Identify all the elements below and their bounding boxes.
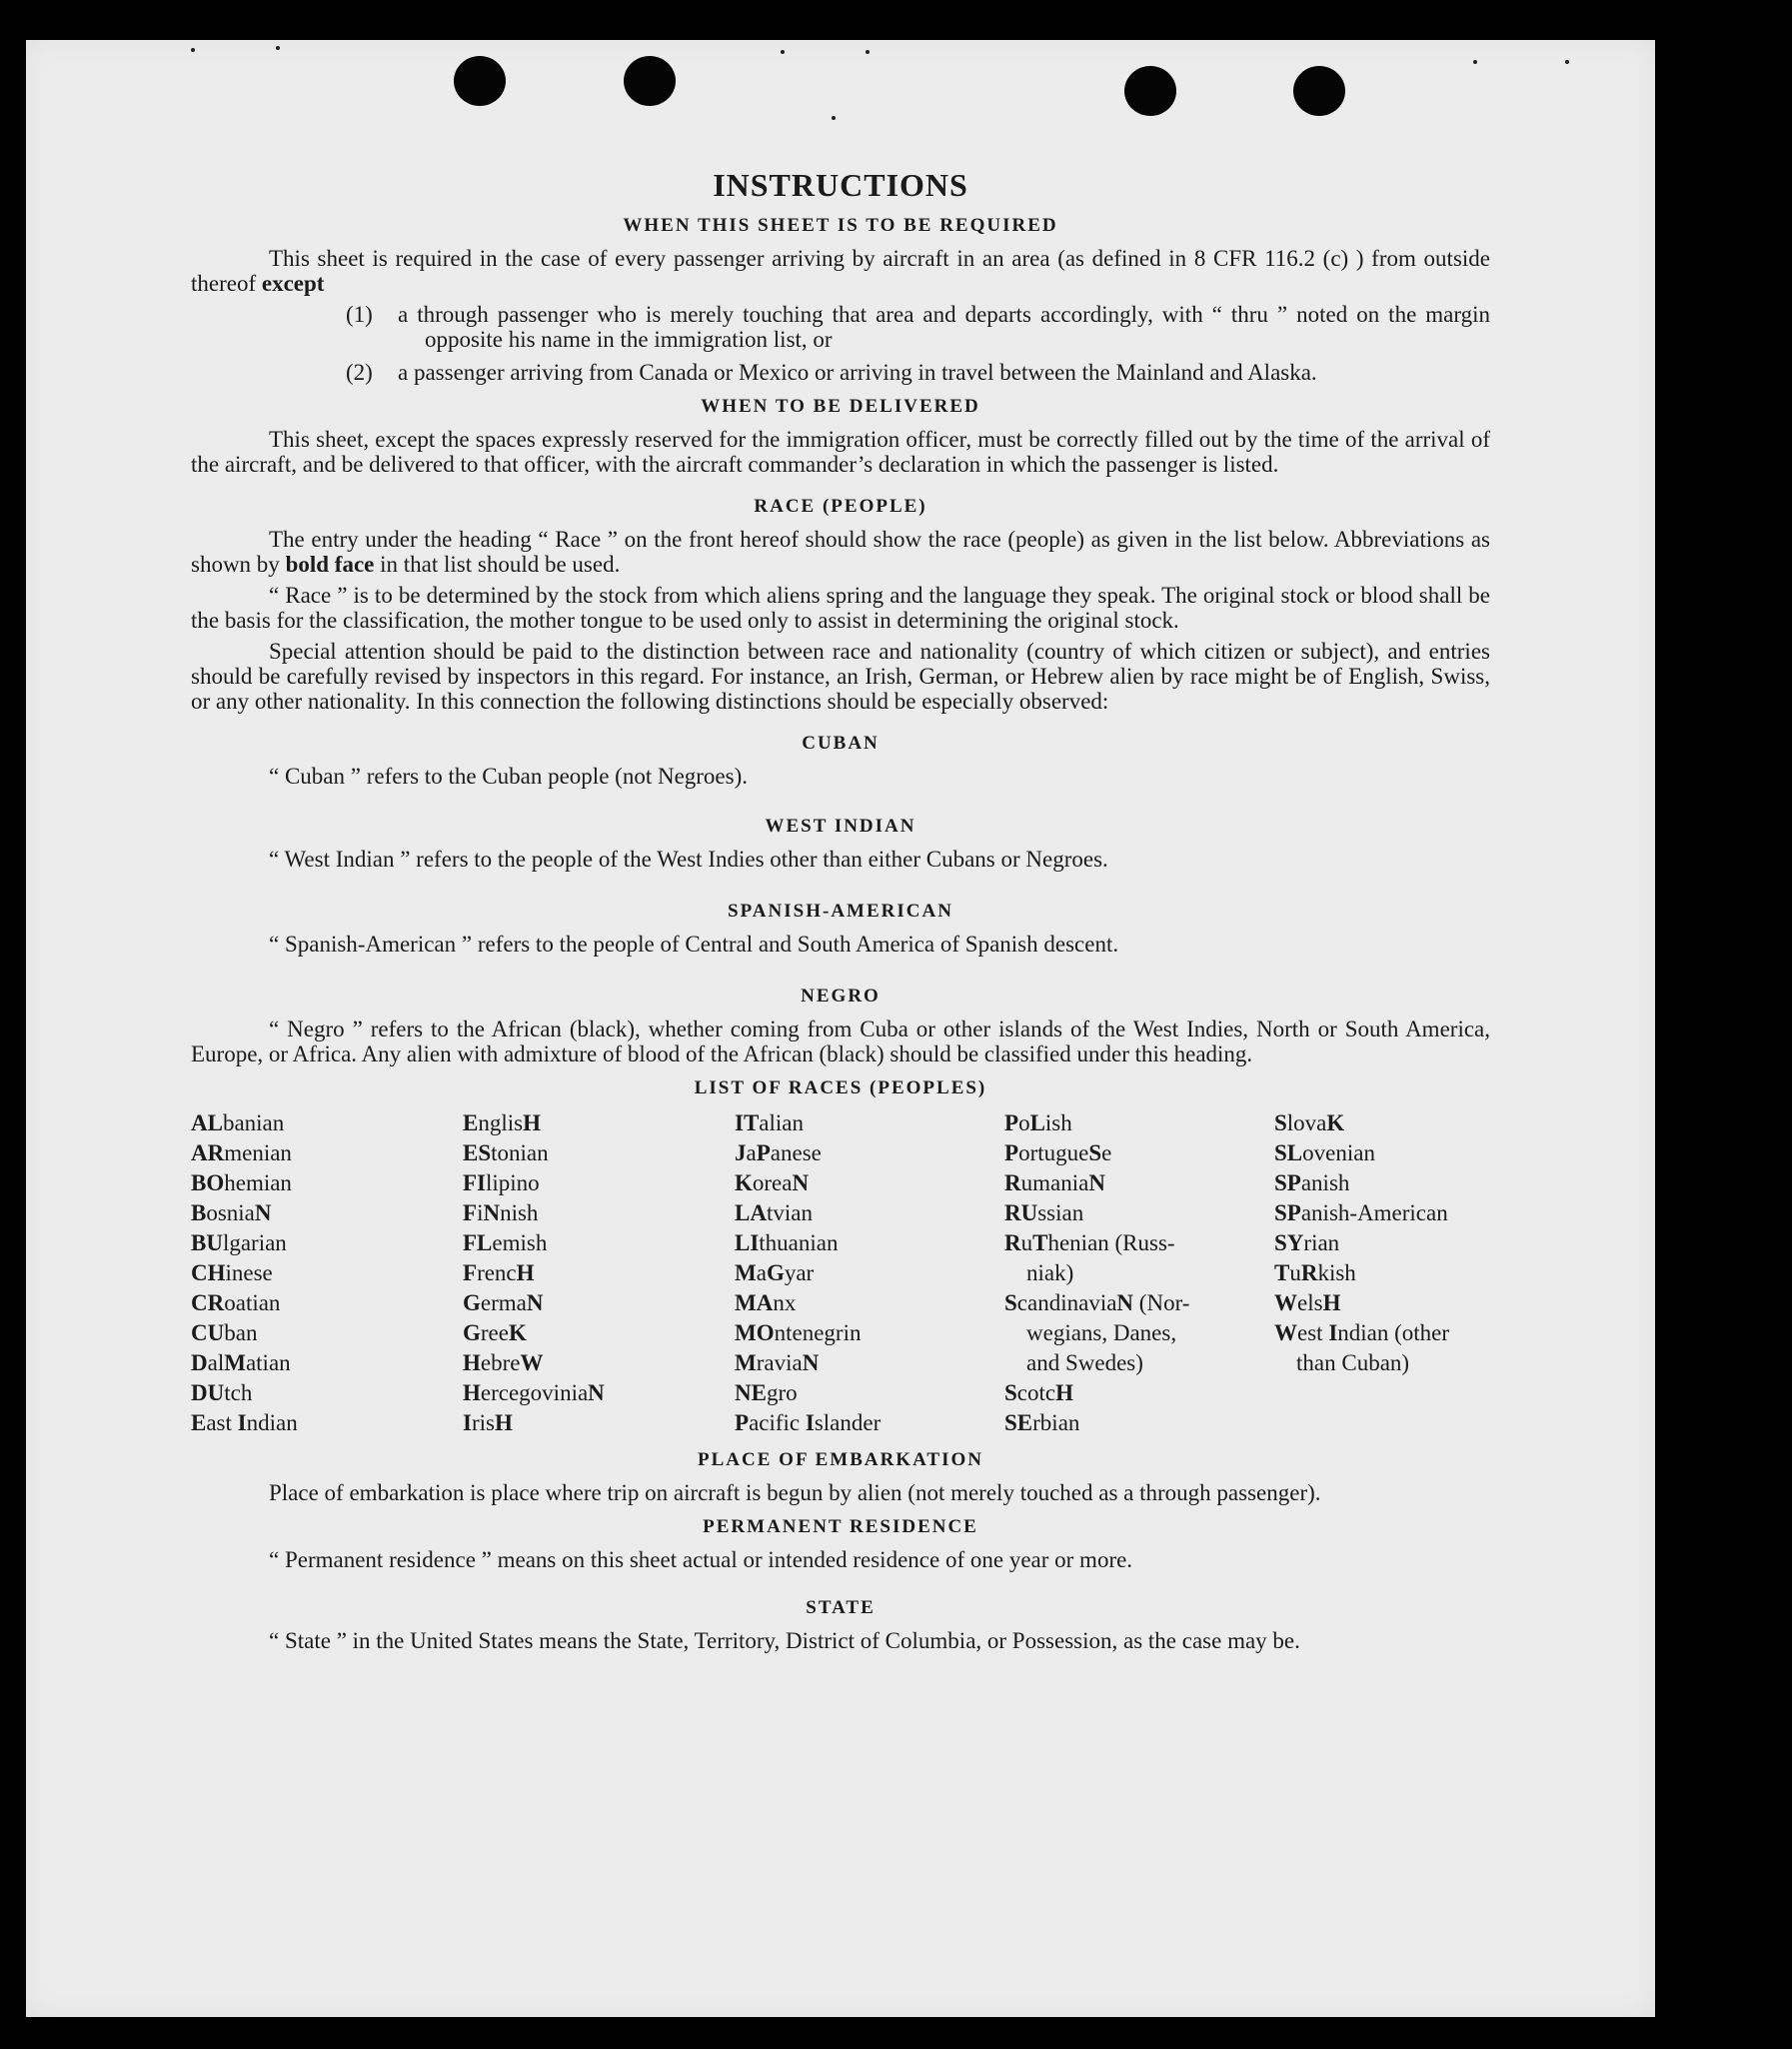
race-entry [735, 1228, 1004, 1258]
race-text: els [1297, 1290, 1323, 1315]
race-text: a [756, 1260, 767, 1285]
heading-spanish-american: SPANISH-AMERICAN [728, 901, 953, 922]
race-text: ebre [480, 1350, 521, 1375]
race-abbrev: SP [1274, 1170, 1301, 1195]
race-abbrev: L [1029, 1110, 1045, 1135]
race-entry [1274, 1288, 1490, 1318]
race-abbrev: I [463, 1410, 472, 1435]
race-text: est [1297, 1320, 1329, 1345]
race-abbrev: J [735, 1140, 747, 1165]
race-abbrev: SP [1274, 1200, 1301, 1225]
document-page [26, 40, 1655, 2017]
race-abbrev: T [1032, 1230, 1048, 1255]
race-entry [191, 1378, 463, 1408]
dust-speck [1565, 60, 1569, 64]
race-entry [191, 1198, 463, 1228]
race-text: nglis [478, 1110, 524, 1135]
race-abbrev: N [802, 1350, 820, 1375]
race-text: nish [500, 1200, 539, 1225]
dust-speck [866, 50, 870, 54]
race-column [1274, 1108, 1490, 1438]
punch-hole [624, 56, 676, 106]
race-entry-continued: wegians, Danes, [1026, 1320, 1177, 1345]
exception-item [346, 360, 1490, 385]
race-entry [1004, 1198, 1274, 1228]
race-text: ovenian [1302, 1140, 1375, 1165]
race-p1-after: in that list should be used. [380, 552, 621, 577]
race-entry [463, 1168, 735, 1198]
race-column [463, 1108, 735, 1438]
race-abbrev: H [1322, 1290, 1341, 1315]
punch-hole [454, 56, 506, 106]
race-abbrev: R [1004, 1170, 1021, 1195]
race-entry [1274, 1198, 1490, 1228]
race-abbrev: RU [1004, 1200, 1038, 1225]
race-text: acific [749, 1410, 806, 1435]
race-text: ndian (other [1337, 1320, 1450, 1345]
race-entry-continued: than Cuban) [1296, 1350, 1410, 1375]
race-text: a [746, 1140, 757, 1165]
race-abbrev: G [463, 1320, 481, 1345]
race-abbrev: SE [1004, 1410, 1033, 1435]
race-entry [1004, 1288, 1274, 1318]
race-abbrev: S [1004, 1290, 1017, 1315]
race-abbrev: MA [735, 1290, 774, 1315]
race-text: alian [759, 1110, 804, 1135]
race-text: banian [222, 1110, 285, 1135]
race-text: ree [480, 1320, 509, 1345]
paragraph-race-1 [191, 527, 1490, 577]
race-text: ntenegrin [774, 1320, 862, 1345]
definition-west-indian: “ West Indian ” refers to the people of the West Indies other than either Cubans or Negroes. [269, 847, 1108, 872]
heading-when-required: WHEN THIS SHEET IS TO BE REQUIRED [623, 215, 1058, 236]
race-abbrev: H [523, 1110, 541, 1135]
race-abbrev: N [483, 1200, 501, 1225]
race-abbrev: W [520, 1350, 544, 1375]
race-text: menian [224, 1140, 292, 1165]
race-entry [463, 1408, 735, 1438]
race-abbrev: AL [191, 1110, 223, 1135]
paragraph-race-2: “ Race ” is to be determined by the stock from which aliens spring and the language they speak. The original stock or blood shall be the basis for the classification, the mother tongue to be used only to assist in determining the original stock. [191, 583, 1490, 633]
race-entry-continued: and Swedes) [1026, 1350, 1143, 1375]
dust-speck [781, 50, 785, 54]
race-text: lgarian [222, 1230, 287, 1255]
race-text: ortugue [1018, 1140, 1089, 1165]
race-entry [1274, 1258, 1490, 1288]
race-entry [1274, 1318, 1490, 1348]
race-entry [191, 1348, 463, 1378]
race-text: lova [1286, 1110, 1327, 1135]
race-abbrev: I [1328, 1320, 1338, 1345]
exception-text: a passenger arriving from Canada or Mexico or arriving in travel between the Mainland and Alaska. [398, 360, 1317, 385]
race-text: ris [471, 1410, 495, 1435]
race-abbrev: G [766, 1260, 785, 1285]
race-abbrev: SL [1274, 1140, 1303, 1165]
race-entry [735, 1108, 1004, 1138]
exception-text: a through passenger who is merely touching that area and departs accordingly, with “ thru ” noted on the margin opposite his name in the immigration list, or [398, 302, 1490, 352]
race-entry [735, 1408, 1004, 1438]
race-abbrev: E [463, 1110, 479, 1135]
race-abbrev: MO [735, 1320, 775, 1345]
race-abbrev: I [805, 1410, 815, 1435]
race-abbrev: H [494, 1410, 513, 1435]
race-abbrev: IT [735, 1110, 760, 1135]
race-p1-before: The entry under the heading “ Race ” on the front hereof should show the race (people) as given in the list below. Abbreviations as shown by [191, 527, 1490, 577]
race-abbrev: N [1088, 1170, 1105, 1195]
race-abbrev: H [516, 1260, 535, 1285]
race-text: yar [784, 1260, 815, 1285]
dust-speck [191, 48, 195, 52]
instructions-content [191, 160, 1490, 1659]
race-text: oatian [224, 1290, 281, 1315]
race-text: inese [225, 1260, 273, 1285]
race-abbrev: P [735, 1410, 750, 1435]
paragraph-when-required [191, 246, 1490, 296]
race-entry [735, 1348, 1004, 1378]
race-entry-continued: niak) [1026, 1260, 1074, 1285]
race-entry [1004, 1378, 1274, 1408]
dust-speck [832, 116, 836, 120]
race-entry [1274, 1168, 1490, 1198]
race-abbrev: P [1004, 1110, 1019, 1135]
race-abbrev: E [191, 1410, 207, 1435]
race-entry [463, 1288, 735, 1318]
race-abbrev: M [735, 1350, 757, 1375]
race-text: nx [773, 1290, 797, 1315]
heading-list-of-races: LIST OF RACES (PEOPLES) [694, 1077, 987, 1098]
race-abbrev: N [588, 1380, 605, 1405]
race-text: candinavia [1016, 1290, 1117, 1315]
race-abbrev: K [508, 1320, 527, 1345]
race-entry [463, 1318, 735, 1348]
race-text: cotc [1016, 1380, 1056, 1405]
definition-spanish-american: “ Spanish-American ” refers to the people of Central and South America of Spanish descent. [269, 932, 1119, 957]
race-entry [1004, 1408, 1274, 1438]
race-column [191, 1108, 463, 1438]
race-entry [1004, 1108, 1274, 1138]
race-entry [191, 1258, 463, 1288]
race-abbrev: DU [191, 1380, 225, 1405]
race-abbrev: S [1004, 1380, 1017, 1405]
race-text: ish [1044, 1110, 1072, 1135]
race-text: gro [766, 1380, 798, 1405]
race-entry [463, 1138, 735, 1168]
race-text: u [1020, 1230, 1033, 1255]
race-entry [463, 1348, 735, 1378]
race-entry [463, 1108, 735, 1138]
race-text: i [477, 1200, 484, 1225]
punch-hole [1124, 66, 1176, 116]
race-abbrev: I [237, 1410, 247, 1435]
race-text: o [1018, 1110, 1030, 1135]
race-text: osnia [206, 1200, 255, 1225]
race-entry [735, 1258, 1004, 1288]
race-entry [735, 1378, 1004, 1408]
paragraph-when-delivered: This sheet, except the spaces expressly reserved for the immigration officer, must be correctly filled out by the time of the arrival of the aircraft, and be delivered to that officer, with the aircraft commander’s declaration in which the passenger is listed. [191, 427, 1490, 477]
punch-hole [1293, 66, 1345, 116]
race-text: henian (Russ- [1047, 1230, 1175, 1255]
race-text: renc [477, 1260, 517, 1285]
race-text: emish [492, 1230, 548, 1255]
race-text: ndian [246, 1410, 298, 1435]
race-abbrev: F [463, 1260, 478, 1285]
race-abbrev: NE [735, 1380, 767, 1405]
race-column [1004, 1108, 1274, 1438]
race-abbrev: W [1274, 1320, 1297, 1345]
race-abbrev: N [526, 1290, 544, 1315]
definition-state: “ State ” in the United States means the State, Territory, District of Columbia, or Possession, as the case may be. [269, 1628, 1300, 1653]
race-text: u [1289, 1260, 1301, 1285]
race-text: tch [224, 1380, 253, 1405]
paragraph-race-3: Special attention should be paid to the distinction between race and nationality (country of which citizen or subject), and entries should be carefully revised by inspectors in this regard. For instance, an Irish, German, or Hebrew alien by race might be of English, Swiss, or any other nationality. In this connection the following distinctions should be especially observed: [191, 639, 1490, 714]
race-abbrev: P [1004, 1140, 1019, 1165]
exception-number: (1) [346, 302, 373, 327]
race-entry [463, 1198, 735, 1228]
race-text: anish [1300, 1170, 1350, 1195]
race-text: tonian [491, 1140, 549, 1165]
race-entry [191, 1288, 463, 1318]
race-text: atian [245, 1350, 291, 1375]
race-text: slander [814, 1410, 882, 1435]
race-abbrev: M [224, 1350, 246, 1375]
race-text: lipino [486, 1170, 540, 1195]
race-abbrev: M [735, 1260, 757, 1285]
race-entry [191, 1108, 463, 1138]
race-text: ssian [1037, 1200, 1084, 1225]
race-entry [735, 1198, 1004, 1228]
definition-negro: “ Negro ” refers to the African (black), whether coming from Cuba or other islands of the West Indies, North or South America, Europe, or Africa. Any alien with admixture of blood of the African (black) should be classified under this heading. [191, 1017, 1490, 1066]
definition-permanent-residence: “ Permanent residence ” means on this sheet actual or intended residence of one year or more. [269, 1547, 1133, 1572]
race-text: tvian [766, 1200, 813, 1225]
definition-cuban: “ Cuban ” refers to the Cuban people (not Negroes). [269, 764, 749, 789]
race-text: ast [206, 1410, 238, 1435]
race-text: ban [224, 1320, 258, 1345]
race-text: anese [770, 1140, 822, 1165]
race-text: (Nor- [1133, 1290, 1190, 1315]
race-abbrev: CR [191, 1290, 225, 1315]
race-abbrev: N [792, 1170, 810, 1195]
race-abbrev: F [463, 1200, 478, 1225]
when-required-emphasis: except [261, 271, 325, 296]
dust-speck [276, 46, 280, 50]
page-title: INSTRUCTIONS [713, 167, 968, 203]
heading-negro: NEGRO [801, 986, 881, 1007]
race-abbrev: D [191, 1350, 208, 1375]
race-text: al [207, 1350, 225, 1375]
race-abbrev: P [756, 1140, 771, 1165]
race-entry [735, 1318, 1004, 1348]
race-abbrev: ES [463, 1140, 492, 1165]
race-entry [1004, 1168, 1274, 1198]
race-abbrev: G [463, 1290, 481, 1315]
race-entry [1274, 1108, 1490, 1138]
race-text: umania [1020, 1170, 1089, 1195]
heading-state: STATE [806, 1597, 876, 1618]
race-abbrev: K [1326, 1110, 1345, 1135]
race-abbrev: BO [191, 1170, 225, 1195]
race-abbrev: AR [191, 1140, 225, 1165]
race-abbrev: K [735, 1170, 753, 1195]
race-abbrev: CH [191, 1260, 226, 1285]
race-entry [1274, 1228, 1490, 1258]
race-entry [191, 1228, 463, 1258]
race-entry [1004, 1138, 1274, 1168]
race-abbrev: S [1274, 1110, 1287, 1135]
when-required-text: This sheet is required in the case of every passenger arriving by aircraft in an area (as defined in 8 CFR 116.2 (c) ) from outside thereof [191, 246, 1490, 296]
race-text: erma [480, 1290, 527, 1315]
race-abbrev: R [1300, 1260, 1318, 1285]
race-abbrev: T [1274, 1260, 1290, 1285]
race-entry [191, 1408, 463, 1438]
heading-embarkation: PLACE OF EMBARKATION [698, 1449, 983, 1470]
race-text: ravia [756, 1350, 803, 1375]
heading-cuban: CUBAN [802, 733, 880, 754]
race-entry [463, 1258, 735, 1288]
race-abbrev: B [191, 1200, 207, 1225]
race-entry [1004, 1228, 1274, 1258]
race-entry [735, 1138, 1004, 1168]
race-text: anish-American [1300, 1200, 1448, 1225]
race-text: rian [1303, 1230, 1340, 1255]
exception-number: (2) [346, 360, 373, 385]
race-abbrev: R [1004, 1230, 1021, 1255]
race-entry [1274, 1138, 1490, 1168]
race-abbrev: H [1055, 1380, 1073, 1405]
race-abbrev: FL [463, 1230, 493, 1255]
race-abbrev: H [463, 1380, 481, 1405]
race-entry [463, 1378, 735, 1408]
race-text: ercegovinia [480, 1380, 589, 1405]
race-entry [735, 1288, 1004, 1318]
race-text: thuanian [759, 1230, 839, 1255]
race-entry [735, 1168, 1004, 1198]
race-text: kish [1317, 1260, 1356, 1285]
race-abbrev: CU [191, 1320, 225, 1345]
race-entry [191, 1168, 463, 1198]
race-p1-bold: bold face [285, 552, 375, 577]
race-entry [191, 1138, 463, 1168]
race-entry [191, 1318, 463, 1348]
race-abbrev: BU [191, 1230, 223, 1255]
race-abbrev: H [463, 1350, 481, 1375]
race-text: e [1101, 1140, 1112, 1165]
race-abbrev: W [1274, 1290, 1297, 1315]
race-text: hemian [224, 1170, 292, 1195]
heading-permanent-residence: PERMANENT RESIDENCE [703, 1516, 978, 1537]
race-text: rbian [1032, 1410, 1080, 1435]
heading-when-delivered: WHEN TO BE DELIVERED [701, 396, 980, 417]
race-abbrev: SY [1274, 1230, 1304, 1255]
race-abbrev: FI [463, 1170, 486, 1195]
race-entry [463, 1228, 735, 1258]
races-list [191, 1108, 1490, 1438]
race-abbrev: LA [735, 1200, 767, 1225]
race-abbrev: N [254, 1200, 272, 1225]
race-abbrev: LI [735, 1230, 760, 1255]
race-column [735, 1108, 1004, 1438]
exception-item [346, 302, 1490, 352]
heading-west-indian: WEST INDIAN [765, 816, 916, 837]
race-abbrev: S [1088, 1140, 1102, 1165]
dust-speck [1473, 60, 1477, 64]
race-abbrev: N [1116, 1290, 1134, 1315]
heading-race: RACE (PEOPLE) [754, 496, 927, 517]
race-text: orea [752, 1170, 793, 1195]
definition-embarkation: Place of embarkation is place where trip on aircraft is begun by alien (not merely touched as a through passenger). [269, 1480, 1321, 1505]
